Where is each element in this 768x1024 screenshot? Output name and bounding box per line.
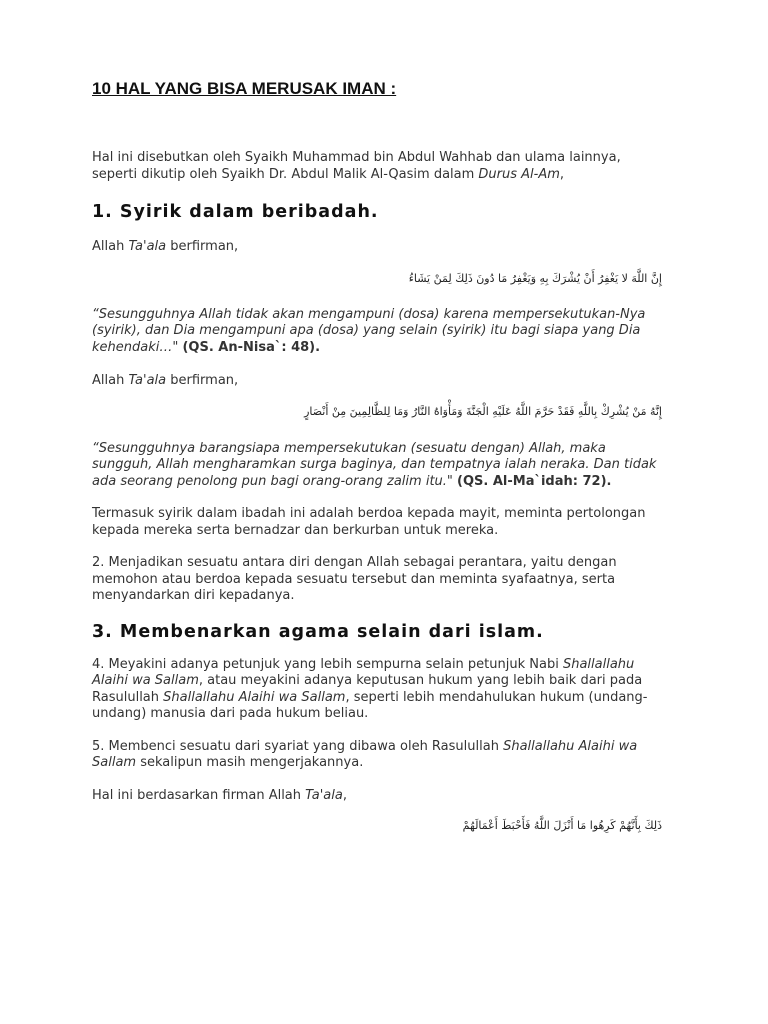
item-5-text-2: sekalipun masih mengerjakannya. <box>136 755 364 770</box>
allah-line-2-post: berfirman, <box>166 373 239 388</box>
arabic-verse-3: ذَلِكَ بِأَنَّهُمْ كَرِهُوا مَا أَنْزَلَ اللَّهُ فَأَحْبَطَ أَعْمَالَهُمْ <box>462 819 662 832</box>
document-page <box>92 78 662 834</box>
paragraph-item-5 <box>92 739 662 772</box>
allah-line-3-em: Ta'ala <box>305 787 343 803</box>
arabic-verse-1: إِنَّ اللَّهَ لا يَغْفِرُ أَنْ يُشْرَكَ بِهِ وَيَغْفِرُ مَا دُونَ ذَلِكَ لِمَنْ يَشَاءُ <box>408 271 662 285</box>
allah-line-3-pre: Hal ini berdasarkan firman Allah <box>92 787 306 803</box>
intro-paragraph <box>92 150 662 183</box>
item-4-text-2: , atau meyakini adanya keputusan hukum yang lebih baik dari pada Rasulullah <box>92 673 643 705</box>
allah-line-3 <box>92 788 662 805</box>
intro-end: , <box>559 166 565 182</box>
item-4-text-3: , seperti lebih mendahulukan hukum (undang-undang) manusia dari pada hukum beliau. <box>92 689 648 721</box>
section-heading-3: 3. Membenarkan agama selain dari islam. <box>92 621 544 642</box>
allah-line-3-post: , <box>342 787 347 803</box>
paragraph-item-4 <box>92 657 662 723</box>
document-title: 10 HAL YANG BISA MERUSAK IMAN : <box>92 79 397 98</box>
quote-1-ref: (QS. An-Nisa`: 48). <box>182 339 321 355</box>
item-5-em-1: Shallallahu Alaihi wa Sallam <box>92 738 638 770</box>
paragraph-syirik-ibadah: Termasuk syirik dalam ibadah ini adalah berdoa kepada mayit, meminta pertolongan kepada mereka serta bernadzar dan berkurban untuk mereka. <box>92 506 646 538</box>
intro-text: Hal ini disebutkan oleh Syaikh Muhammad bin Abdul Wahhab dan ulama lainnya, seperti dikutip oleh Syaikh Dr. Abdul Malik Al-Qasim dalam <box>92 150 621 182</box>
quote-2 <box>92 441 662 491</box>
quote-2-ref: (QS. Al-Ma`idah: 72). <box>457 473 612 489</box>
item-5-text-1: 5. Membenci sesuatu dari syariat yang dibawa oleh Rasulullah <box>92 738 504 754</box>
allah-line-2-pre: Allah <box>92 373 129 388</box>
allah-line-1-em: Ta'ala <box>128 239 167 254</box>
allah-line-1 <box>92 239 662 256</box>
allah-line-1-post: berfirman, <box>166 239 239 254</box>
item-4-em-2: Shallallahu Alaihi wa Sallam <box>163 689 346 705</box>
allah-line-2-em: Ta'ala <box>128 373 167 388</box>
allah-line-1-pre: Allah <box>92 239 129 254</box>
quote-1 <box>92 307 662 357</box>
quote-2-text: “Sesungguhnya barangsiapa mempersekutukan (sesuatu dengan) Allah, maka sungguh, Allah mengharamkan surga baginya, dan tempatnya ialah neraka. Dan tidak ada seorang penolong pun bagi orang-orang zalim itu." <box>92 440 657 489</box>
intro-book-title: Durus Al-Am <box>478 166 560 182</box>
arabic-verse-2: إِنَّهُ مَنْ يُشْرِكْ بِاللَّهِ فَقَدْ حَرَّمَ اللَّهُ عَلَيْهِ الْجَنَّةَ وَمَأْوَاهُ النَّارُ وَمَا لِلظَّالِمِينَ مِنْ أَنْصَارٍ <box>304 404 662 418</box>
item-4-em-1: Shallallahu Alaihi wa Sallam <box>92 656 635 688</box>
paragraph-item-2: 2. Menjadikan sesuatu antara diri dengan Allah sebagai perantara, yaitu dengan memohon atau berdoa kepada sesuatu tersebut dan meminta syafaatnya, serta menyandarkan diri kepadanya. <box>92 555 617 603</box>
quote-1-text: “Sesungguhnya Allah tidak akan mengampuni (dosa) karena mempersekutukan-Nya (syirik), dan Dia mengampuni apa (dosa) yang selain (syirik) itu bagi siapa yang Dia kehendaki…" <box>92 306 646 355</box>
section-heading-1: 1. Syirik dalam beribadah. <box>92 202 379 222</box>
item-4-text-1: 4. Meyakini adanya petunjuk yang lebih sempurna selain petunjuk Nabi <box>92 656 563 672</box>
allah-line-2 <box>92 373 662 390</box>
